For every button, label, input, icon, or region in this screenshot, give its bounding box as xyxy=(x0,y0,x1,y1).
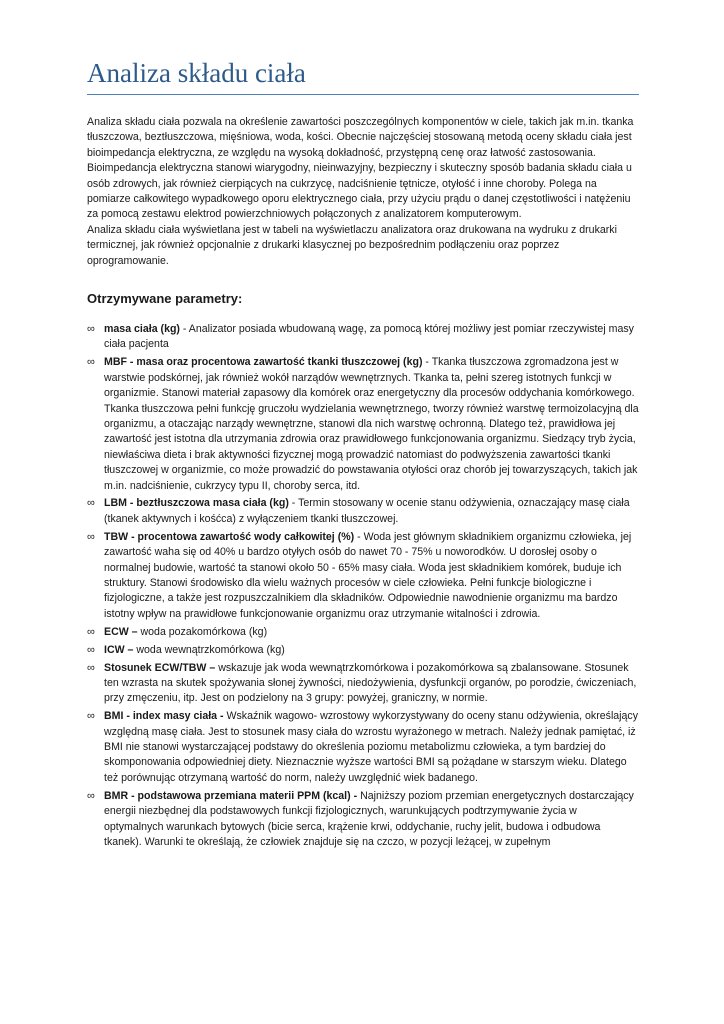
infinity-bullet-icon: ∞ xyxy=(87,710,95,723)
list-item xyxy=(87,661,639,707)
intro-paragraph-2: Analiza składu ciała wyświetlana jest w tabeli na wyświetlaczu analizatora oraz drukowana na wydruku z drukarki termicznej, jak również opcjonalnie z drukarki klasycznej po bezpośrednim podłączeniu oraz poprzez oprogramowanie. xyxy=(87,223,617,267)
param-description: Wskaźnik wagowo- wzrostowy wykorzystywany do oceny stanu odżywienia, określający względną masę ciała. Jest to stosunek masy ciała do wzrostu wyrażonego w metrach. Należy jednak pamiętać, iż BMI nie stanowi wystarczającej podstawy do określenia poziomu metabolizmu człowieka, a tym bardziej do skomponowania odpowiedniej diety. Nieznacznie wyższe wartości BMI są pożądane w starszym wieku. Dlatego też porównując otrzymaną wartość do norm, należy uwzględnić wiek badanego. xyxy=(104,710,639,784)
infinity-bullet-icon: ∞ xyxy=(87,625,95,638)
param-description: - Woda jest głównym składnikiem organizmu człowieka, jej zawartość waha się od 40% u bardzo otyłych osób do nawet 70 - 75% u noworodków. U dorosłej osoby o normalnej budowie, wartość ta stanowi około 50 - 65% masy ciała. Woda jest składnikiem komórek, buduje ich struktury. Stanowi środowisko dla wielu ważnych procesów w ciele człowieka. Pełni funkcje biologiczne i fizjologiczne, a także jest rozpuszczalnikiem dla składników. Odpowiednie nawodnienie organizmu ma bardzo istotny wpływ na prawidłowe funkcjonowanie organizmu oraz utrzymanie witalności i zdrowia. xyxy=(104,530,632,620)
list-item xyxy=(87,625,639,640)
infinity-bullet-icon: ∞ xyxy=(87,356,95,369)
param-description: - Termin stosowany w ocenie stanu odżywienia, oznaczający masę ciała (tkanek aktywnych i kośćca) z wyłączeniem tkanki tłuszczowej. xyxy=(104,497,630,525)
intro-paragraph-1: Analiza składu ciała pozwala na określenie zawartości poszczególnych komponentów w ciele, takich jak m.in. tkanka tłuszczowa, beztłuszczowa, mięśniowa, woda, kości. Obecnie najczęściej stosowaną metodą oceny składu ciała jest bioimpedancja elektryczna, ze względu na wysoką dokładność, przystępną cenę oraz łatwość zastosowania. Bioimpedancja elektryczna stanowi wiarygodny, nieinwazyjny, bezpieczny i skuteczny sposób badania składu ciała u osób zdrowych, jak również cierpiących na cukrzycę, nadciśnienie tętnicze, otyłość i inne choroby. Polega na pomiarze całkowitego wypadkowego oporu elektrycznego ciała, przy użyciu prądu o danej częstotliwości i natężeniu za pomocą zestawu elektrod powierzchniowych połączonych z analizatorem komputerowym. xyxy=(87,116,634,221)
param-term: LBM - beztłuszczowa masa ciała (kg) xyxy=(104,497,289,510)
param-term: BMR - podstawowa przemiana materii PPM (kcal) - xyxy=(104,789,358,802)
list-item xyxy=(87,709,639,786)
list-item xyxy=(87,355,639,494)
param-description: - Analizator posiada wbudowaną wagę, za pomocą której możliwy jest pomiar rzeczywistej masy ciała pacjenta xyxy=(104,323,634,351)
param-description: woda wewnątrzkomórkowa (kg) xyxy=(133,643,285,656)
intro-section xyxy=(87,115,639,269)
param-description: Najniższy poziom przemian energetycznych dostarczający energii niezbędnej dla podstawowych funkcji fizjologicznych, warunkujących podtrzymywanie życia w optymalnych warunkach bytowych (bicie serca, krążenie krwi, oddychanie, ruchy jelit, budowa i odbudowa tkanek). Warunki te określają, że człowiek znajduje się na czczo, w pozycji leżącej, w zupełnym xyxy=(104,789,634,848)
param-term: ICW – xyxy=(104,643,134,656)
list-item xyxy=(87,322,639,353)
parameters-list xyxy=(87,322,639,853)
param-term: ECW – xyxy=(104,625,138,638)
list-item xyxy=(87,496,639,527)
list-item xyxy=(87,789,639,851)
param-term: BMI - index masy ciała - xyxy=(104,710,224,723)
infinity-bullet-icon: ∞ xyxy=(87,789,95,802)
infinity-bullet-icon: ∞ xyxy=(87,323,95,335)
section-heading: Otrzymywane parametry: xyxy=(87,291,243,306)
param-description: - Tkanka tłuszczowa zgromadzona jest w warstwie podskórnej, jak również wokół narządów wewnętrznych. Tkanka ta, pełni szereg istotnych funkcji w organizmie. Stanowi materiał zapasowy dla komórek oraz energetyczny dla procesów oddychania komórkowego. Tkanka tłuszczowa pełni funkcję gruczołu wydzielania wewnętrznego, tworzy również warstwę termoizolacyjną dla organizmu, a otaczając narządy wewnętrzne, stanowi dla nich warstwę ochronną. Dlatego też, prawidłowa jej zawartość jest istotna dla utrzymania zdrowia oraz prawidłowego funkcjonowania organizmu. Siedzący tryb życia, niewłaściwa dieta i brak aktywności fizycznej mogą prowadzić natomiast do podwyższenia zawartości tkanki tłuszczowej w organizmie, co może prowadzić do powstawania otyłości oraz chorób jej towarzyszących, takich jak m.in. nadciśnienie, cukrzycy typu II, choroby serca, itd. xyxy=(104,356,639,492)
param-term: TBW - procentowa zawartość wody całkowitej (%) xyxy=(104,530,355,543)
document-title: Analiza składu ciała xyxy=(87,58,306,88)
infinity-bullet-icon: ∞ xyxy=(87,497,95,510)
infinity-bullet-icon: ∞ xyxy=(87,530,95,543)
param-term: MBF - masa oraz procentowa zawartość tkanki tłuszczowej (kg) xyxy=(104,356,423,369)
list-item xyxy=(87,530,639,622)
param-description: woda pozakomórkowa (kg) xyxy=(137,625,268,638)
param-description: wskazuje jak woda wewnątrzkomórkowa i pozakomórkowa są zbalansowane. Stosunek ten wzrasta na skutek spożywania słonej żywności, niedożywienia, dysfunkcji organów, po porodzie, ćwiczeniach, przy zmęczeniu, itp. Jest on podzielony na 3 grupy: powyżej, graniczny, w normie. xyxy=(104,661,637,705)
infinity-bullet-icon: ∞ xyxy=(87,661,95,674)
param-term: Stosunek ECW/TBW – xyxy=(104,661,216,674)
infinity-bullet-icon: ∞ xyxy=(87,643,95,656)
list-item xyxy=(87,643,639,658)
param-term: masa ciała (kg) xyxy=(104,323,180,335)
title-underline xyxy=(87,94,639,95)
